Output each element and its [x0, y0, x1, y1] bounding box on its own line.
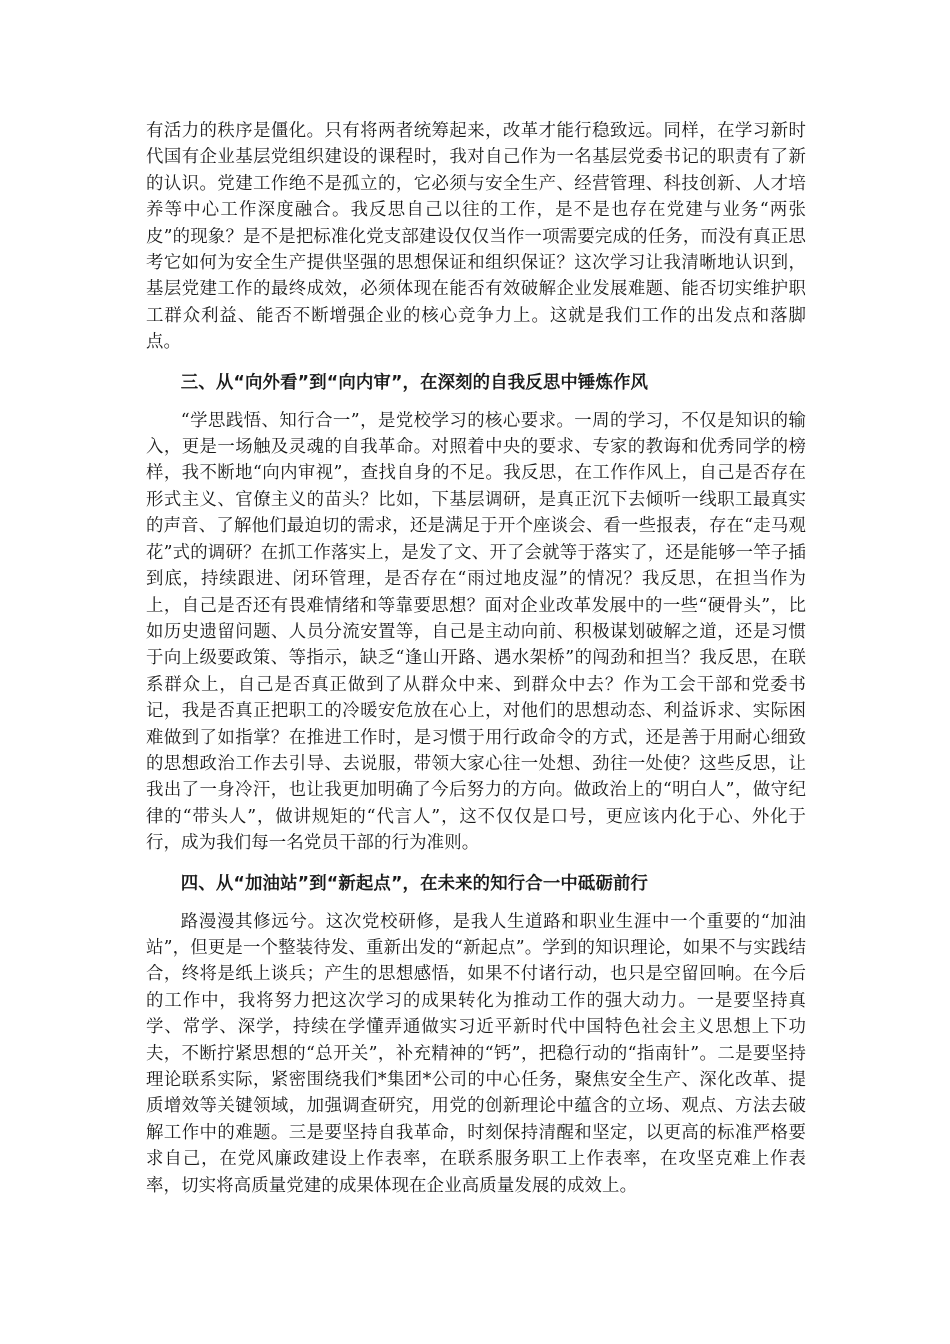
section-heading-four: 四、从“加油站”到“新起点”，在未来的知行合一中砥砺前行: [180, 873, 649, 894]
section-heading-three: 三、从“向外看”到“向内审”，在深刻的自我反思中锤炼作风: [180, 372, 649, 393]
body-paragraph-continued: 有活力的秩序是僵化。只有将两者统筹起来，改革才能行稳致远。同样，在学习新时代国有企业基层党组织建设的课程时，我对自己作为一名基层党委书记的职责有了新的认识。党建工作绝不是孤立的，它必须与安全生产、经营管理、科技创新、人才培养等中心工作深度融合。我反思自己以往的工作，是不是也存在党建与业务“两张皮”的现象？是不是把标准化党支部建设仅仅当作一项需要完成的任务，而没有真正思考它如何为安全生产提供坚强的思想保证和组织保证？这次学习让我清晰地认识到，基层党建工作的最终成效，必须体现在能否有效破解企业发展难题、能否切实维护职工群众利益、能否不断增强企业的核心竞争力上。这就是我们工作的出发点和落脚点。: [146, 121, 806, 353]
body-paragraph-self-reflection: “学思践悟、知行合一”，是党校学习的核心要求。一周的学习，不仅是知识的输入，更是一场触及灵魂的自我革命。对照着中央的要求、专家的教诲和优秀同学的榜样，我不断地“向内审视”，查找自身的不足。我反思，在工作作风上，自己是否存在形式主义、官僚主义的苗头？比如，下基层调研，是真正沉下去倾听一线职工最真实的声音、了解他们最迫切的需求，还是满足于开个座谈会、看一些报表，存在“走马观花”式的调研？在抓工作落实上，是发了文、开了会就等于落实了，还是能够一竿子插到底，持续跟进、闭环管理，是否存在“雨过地皮湿”的情况？我反思，在担当作为上，自己是否还有畏难情绪和等靠要思想？面对企业改革发展中的一些“硬骨头”，比如历史遗留问题、人员分流安置等，自己是主动向前、积极谋划破解之道，还是习惯于向上级要政策、等指示，缺乏“逢山开路、遇水架桥”的闯劲和担当？我反思，在联系群众上，自己是否真正做到了从群众中来、到群众中去？作为工会干部和党委书记，我是否真正把职工的冷暖安危放在心上，对他们的思想动态、利益诉求、实际困难做到了如指掌？在推进工作时，是习惯于用行政命令的方式，还是善于用耐心细致的思想政治工作去引导、去说服，带领大家心往一处想、劲往一处使？这些反思，让我出了一身冷汗，也让我更加明确了今后努力的方向。做政治上的“明白人”，做守纪律的“带头人”，做讲规矩的“代言人”，这不仅仅是口号，更应该内化于心、外化于行，成为我们每一名党员干部的行为准则。: [146, 410, 806, 854]
document-body: [146, 118, 806, 1199]
body-paragraph-future-action: 路漫漫其修远兮。这次党校研修，是我人生道路和职业生涯中一个重要的“加油站”，但更是一个整装待发、重新出发的“新起点”。学到的知识理论，如果不与实践结合，终将是纸上谈兵；产生的思想感悟，如果不付诸行动，也只是空留回响。在今后的工作中，我将努力把这次学习的成果转化为推动工作的强大动力。一是要坚持真学、常学、深学，持续在学懂弄通做实习近平新时代中国特色社会主义思想上下功夫，不断拧紧思想的“总开关”，补充精神的“钙”，把稳行动的“指南针”。二是要坚持理论联系实际，紧密围绕我们*集团*公司的中心任务，聚焦安全生产、深化改革、提质增效等关键领域，加强调查研究，用党的创新理论中蕴含的立场、观点、方法去破解工作中的难题。三是要坚持自我革命，时刻保持清醒和坚定，以更高的标准严格要求自己，在党风廉政建设上作表率，在联系服务职工上作表率，在攻坚克难上作表率，切实将高质量党建的成果体现在企业高质量发展的成效上。: [146, 911, 806, 1196]
